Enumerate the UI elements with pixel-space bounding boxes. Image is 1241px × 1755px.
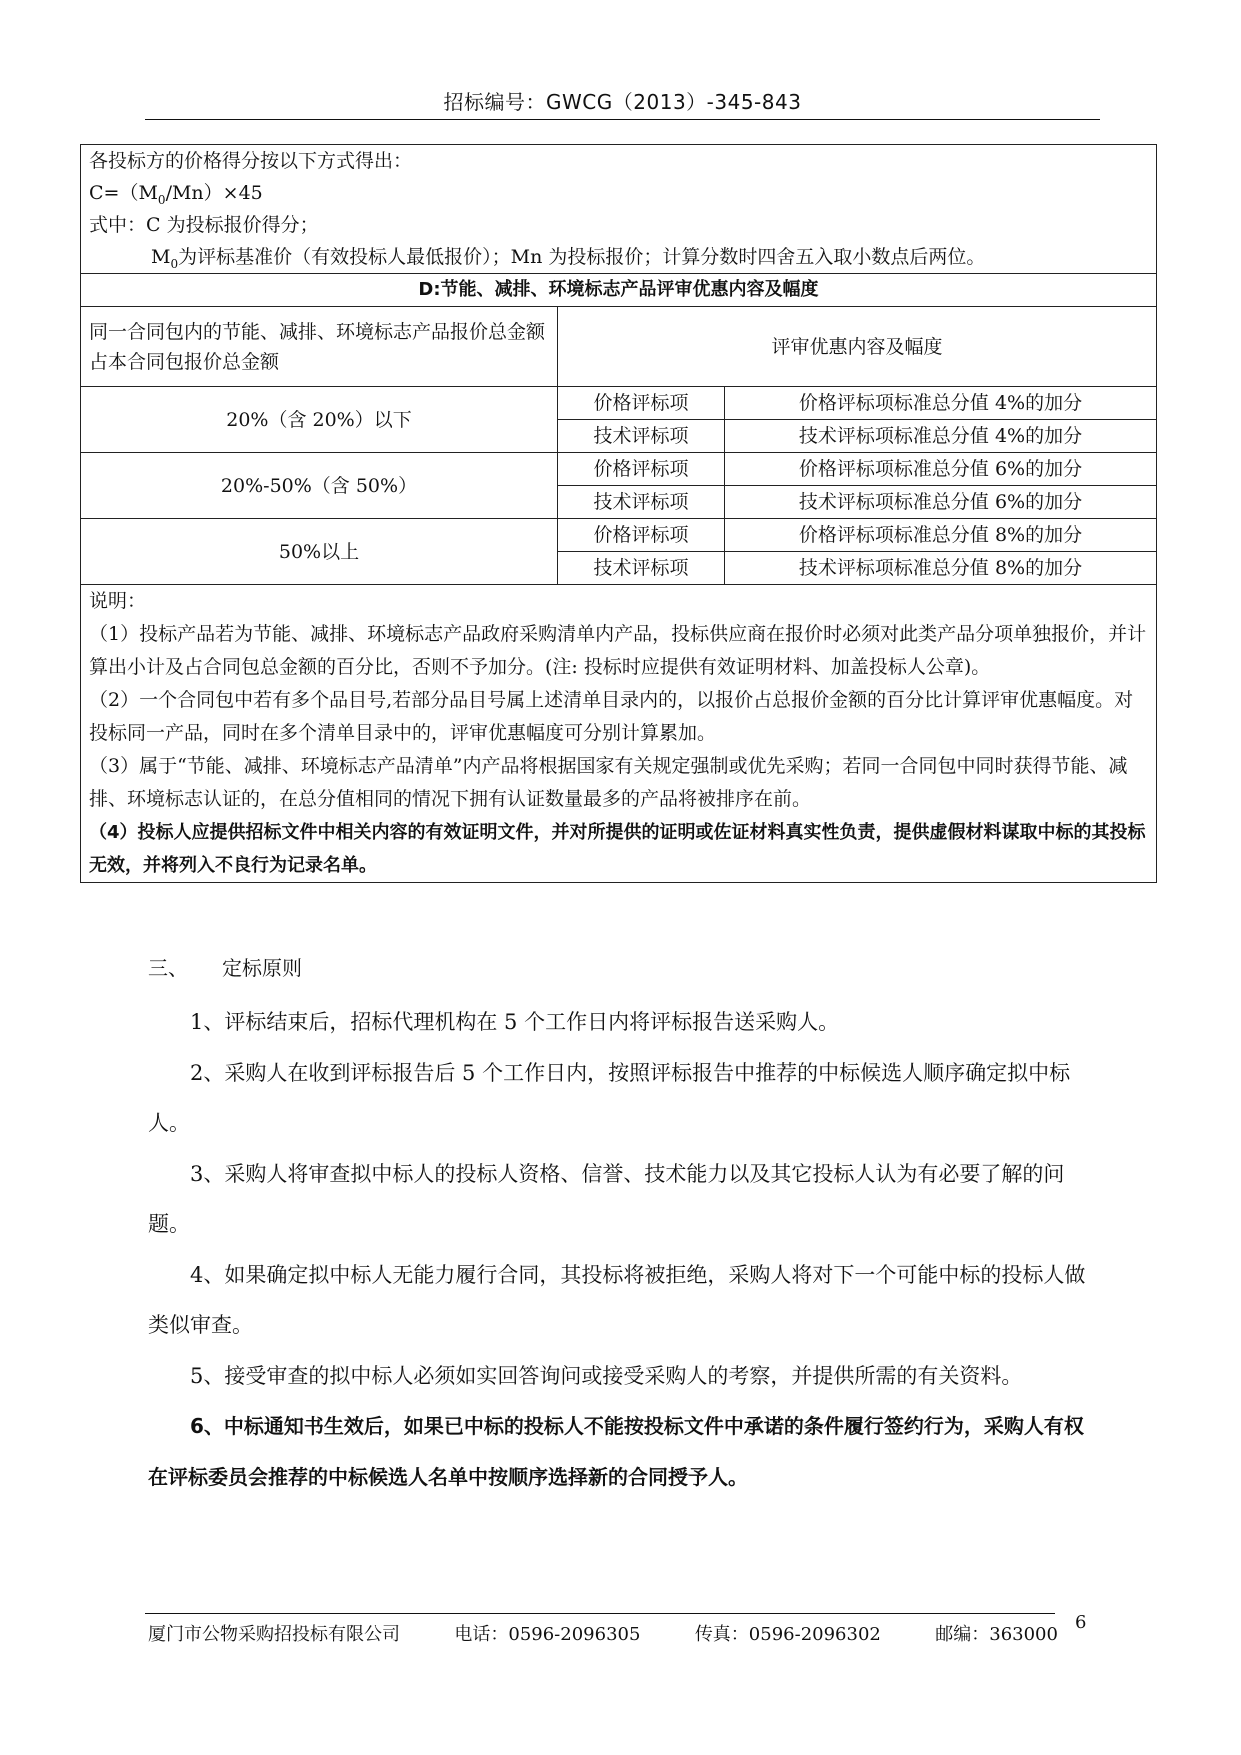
tier-desc: 价格评标项标准总分值 6%的加分 xyxy=(725,453,1157,486)
tier-range: 20%（含 20%）以下 xyxy=(81,387,558,453)
tier-desc: 技术评标项标准总分值 6%的加分 xyxy=(725,486,1157,519)
tier-desc: 技术评标项标准总分值 4%的加分 xyxy=(725,420,1157,453)
document-header: 招标编号：GWCG（2013）-345-843 xyxy=(443,90,802,114)
paragraph: 2、采购人在收到评标报告后 5 个工作日内，按照评标报告中推荐的中标候选人顺序确定拟中标人。 xyxy=(148,1060,1071,1135)
tier-item: 价格评标项 xyxy=(558,387,725,420)
tier-range: 20%-50%（含 50%） xyxy=(81,453,558,519)
tier-range: 50%以上 xyxy=(81,519,558,585)
formula-where: 式中：C 为投标报价得分； xyxy=(89,214,319,236)
formula-definition: $M_0$为评标基准价（有效投标人最低报价）；Mn 为投标报价；计算分数时四舍五入取小数点后两位。 xyxy=(151,246,986,271)
tier-item: 技术评标项 xyxy=(558,552,725,585)
formula-equation: $C=(M_0/Mn)\times 45$ xyxy=(89,182,263,207)
note-item: （3）属于“节能、减排、环境标志产品清单”内产品将根据国家有关规定强制或优先采购；若同一合同包中同时获得节能、减排、环境标志认证的，在总分值相同的情况下拥有认证数量最多的产品将被排序在前。 xyxy=(89,755,1128,810)
note-item: （1）投标产品若为节能、减排、环境标志产品政府采购清单内产品，投标供应商在报价时必须对此类产品分项单独报价，并计算出小计及占合同包总金额的百分比，否则不予加分。(注: 投标时应提供有效证明材料、加盖投标人公章)。 xyxy=(89,623,1147,678)
price-formula-cell xyxy=(81,145,1157,274)
tier-item: 技术评标项 xyxy=(558,486,725,519)
paragraph: 4、如果确定拟中标人无能力履行合同，其投标将被拒绝，采购人将对下一个可能中标的投标人做类似审查。 xyxy=(148,1262,1086,1337)
footer-phone: 电话：0596-2096305 xyxy=(454,1624,641,1645)
document-footer xyxy=(148,1620,1058,1646)
column-head-preference: 评审优惠内容及幅度 xyxy=(558,307,1157,387)
tier-desc: 技术评标项标准总分值 8%的加分 xyxy=(725,552,1157,585)
section-d-title: D:节能、减排、环境标志产品评审优惠内容及幅度 xyxy=(81,274,1157,307)
tier-item: 价格评标项 xyxy=(558,453,725,486)
scoring-table xyxy=(80,144,1157,883)
award-principles xyxy=(148,997,1088,1502)
section-3-heading xyxy=(148,952,302,981)
section-number: 三、 xyxy=(148,956,188,980)
paragraph: 1、评标结束后，招标代理机构在 5 个工作日内将评标报告送采购人。 xyxy=(190,1010,840,1034)
footer-postcode: 邮编：363000 xyxy=(935,1624,1058,1645)
section-title: 定标原则 xyxy=(222,956,302,980)
footer-fax: 传真：0596-2096302 xyxy=(694,1624,881,1645)
page-number: 6 xyxy=(1075,1612,1087,1633)
column-head-share: 同一合同包内的节能、减排、环境标志产品报价总金额占本合同包报价总金额 xyxy=(81,307,558,387)
tier-item: 价格评标项 xyxy=(558,519,725,552)
note-item: （2）一个合同包中若有多个品目号,若部分品目号属上述清单目录内的，以报价占总报价金额的百分比计算评审优惠幅度。对投标同一产品，同时在多个清单目录中的，评审优惠幅度可分别计算累加。 xyxy=(89,689,1134,744)
footer-rule xyxy=(145,1613,1055,1614)
notes-cell xyxy=(81,585,1157,883)
header-rule xyxy=(145,119,1100,120)
formula-intro: 各投标方的价格得分按以下方式得出： xyxy=(89,150,413,172)
note-item-emphasis: （4）投标人应提供招标文件中相关内容的有效证明文件，并对所提供的证明或佐证材料真实性负责，提供虚假材料谋取中标的其投标无效，并将列入不良行为记录名单。 xyxy=(89,822,1146,876)
tier-desc: 价格评标项标准总分值 4%的加分 xyxy=(725,387,1157,420)
paragraph: 3、采购人将审查拟中标人的投标人资格、信誉、技术能力以及其它投标人认为有必要了解的问题。 xyxy=(148,1161,1065,1236)
footer-company: 厦门市公物采购招投标有限公司 xyxy=(148,1624,400,1645)
tier-desc: 价格评标项标准总分值 8%的加分 xyxy=(725,519,1157,552)
tier-item: 技术评标项 xyxy=(558,420,725,453)
paragraph: 5、接受审查的拟中标人必须如实回答询问或接受采购人的考察，并提供所需的有关资料。 xyxy=(190,1363,1023,1388)
notes-title: 说明： xyxy=(89,590,147,612)
paragraph-emphasis: 6、中标通知书生效后，如果已中标的投标人不能按投标文件中承诺的条件履行签约行为，采购人有权在评标委员会推荐的中标候选人名单中按顺序选择新的合同授予人。 xyxy=(148,1414,1084,1489)
